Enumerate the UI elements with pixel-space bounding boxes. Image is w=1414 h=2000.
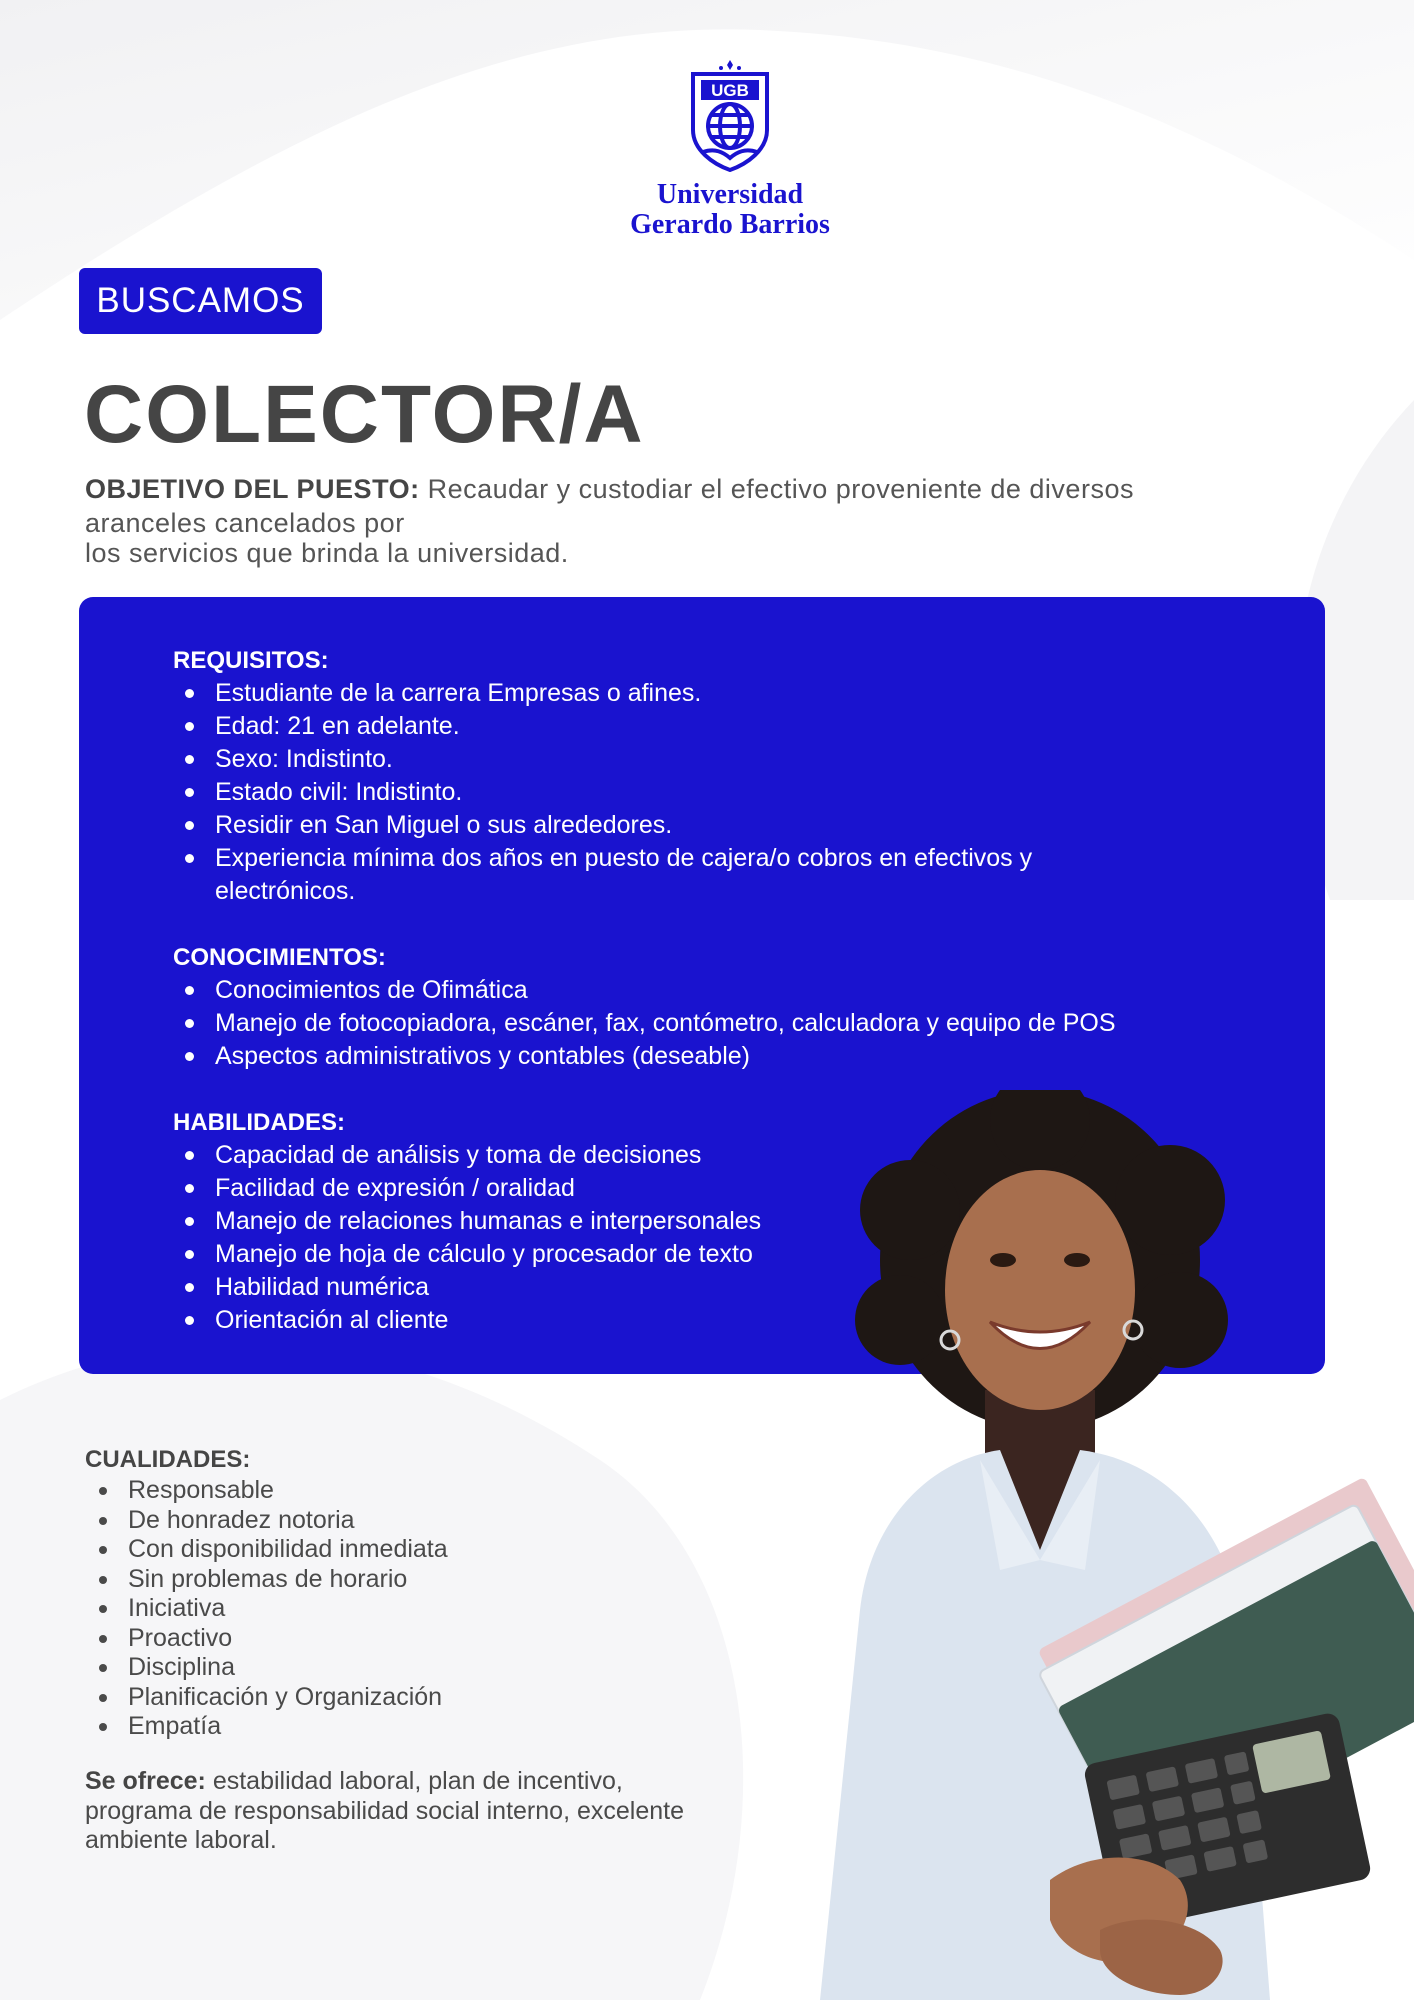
qualities-section [85, 1444, 448, 1742]
objective-line-3: los servicios que brinda la universidad. [85, 538, 569, 568]
conocimientos-list [173, 974, 1273, 1073]
requisitos-heading: REQUISITOS: [173, 647, 329, 674]
cualidades-heading: CUALIDADES: [85, 1446, 251, 1473]
offer-label: Se ofrece: [85, 1767, 206, 1795]
offer-text: estabilidad laboral, plan de incentivo, programa de responsabilidad social interno, excelente ambiente laboral. [85, 1767, 684, 1854]
list-item: Estado civil: Indistinto. [173, 776, 1273, 809]
conocimientos-heading: CONOCIMIENTOS: [173, 944, 386, 971]
list-item: Sin problemas de horario [85, 1565, 448, 1595]
list-item: Responsable [85, 1476, 448, 1506]
objective-label: OBJETIVO DEL PUESTO: [85, 474, 420, 504]
offer-paragraph [85, 1767, 725, 1856]
list-item: Conocimientos de Ofimática [173, 974, 1273, 1007]
logo-line-2: Gerardo Barrios [630, 209, 830, 240]
list-item: Con disponibilidad inmediata [85, 1535, 448, 1565]
ugb-shield-icon [687, 60, 773, 172]
buscamos-tag: BUSCAMOS [79, 268, 322, 334]
list-item: Iniciativa [85, 1594, 448, 1624]
list-item: Planificación y Organización [85, 1683, 448, 1713]
list-item: Empatía [85, 1712, 448, 1742]
objective [85, 470, 1285, 568]
list-item: Proactivo [85, 1624, 448, 1654]
list-item: Manejo de hoja de cálculo y procesador de texto [173, 1238, 1273, 1271]
list-item: Residir en San Miguel o sus alrededores. [173, 809, 1273, 842]
habilidades-heading: HABILIDADES: [173, 1109, 345, 1136]
woman-with-calculator-photo [800, 1090, 1414, 2000]
requisitos-list [173, 677, 1273, 908]
objective-line-1: Recaudar y custodiar el efectivo proveniente de diversos [419, 474, 1134, 504]
list-item: De honradez notoria [85, 1506, 448, 1536]
cualidades-list [85, 1476, 448, 1742]
list-item: Estudiante de la carrera Empresas o afines. [173, 677, 1273, 710]
job-title: COLECTOR/A [84, 369, 645, 460]
list-item: Experiencia mínima dos años en puesto de cajera/o cobros en efectivos y electrónicos. [173, 842, 1155, 908]
list-item: Habilidad numérica [173, 1271, 1273, 1304]
list-item: Orientación al cliente [173, 1304, 1273, 1337]
list-item: Disciplina [85, 1653, 448, 1683]
list-item: Sexo: Indistinto. [173, 743, 1273, 776]
list-item: Capacidad de análisis y toma de decisiones [173, 1139, 1273, 1172]
objective-line-2: aranceles cancelados por [85, 508, 405, 538]
list-item: Edad: 21 en adelante. [173, 710, 1273, 743]
list-item: Facilidad de expresión / oralidad [173, 1172, 1273, 1205]
logo-acronym: UGB [711, 81, 749, 100]
logo-line-1: Universidad [656, 179, 804, 210]
list-item: Manejo de fotocopiadora, escáner, fax, contómetro, calculadora y equipo de POS [173, 1007, 1273, 1040]
list-item: Manejo de relaciones humanas e interpersonales [173, 1205, 1273, 1238]
university-logo [620, 60, 840, 240]
list-item: Aspectos administrativos y contables (deseable) [173, 1040, 1273, 1073]
